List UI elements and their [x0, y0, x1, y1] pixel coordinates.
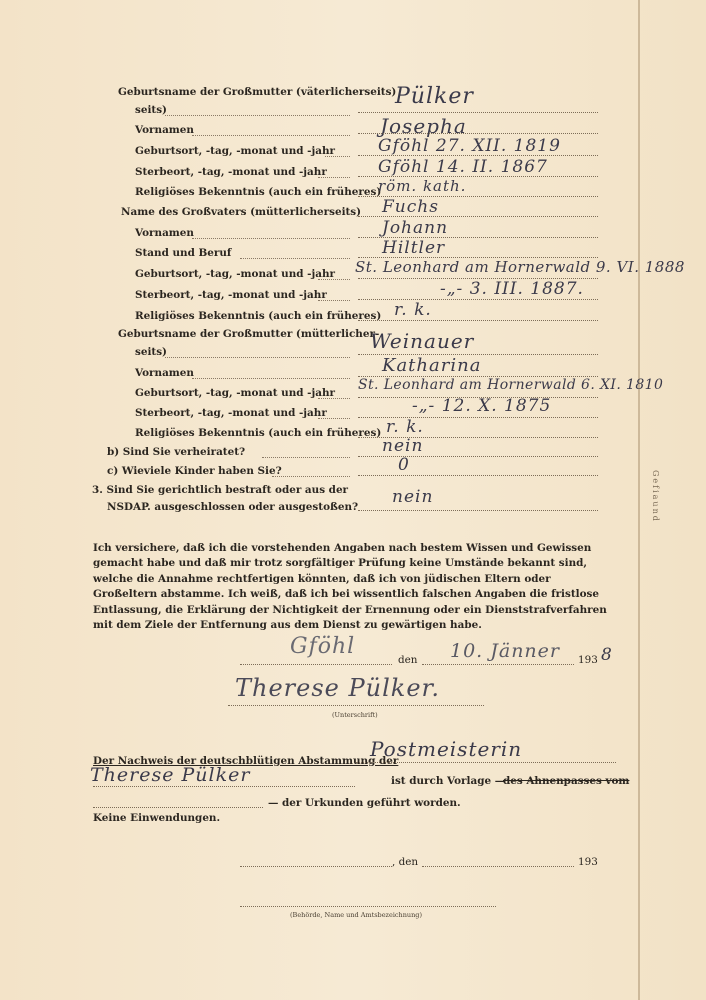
row-label: Religiöses Bekenntnis (auch ein früheres)	[135, 310, 382, 322]
dotted-leader	[318, 177, 350, 178]
handwritten-year-digit: 8	[601, 645, 613, 665]
handwritten-value: Hiltler	[382, 238, 446, 258]
dotted-leader	[318, 279, 350, 280]
dotted-leader	[272, 476, 350, 477]
dotted-leader	[262, 457, 350, 458]
row-label: Geburtsort, -tag, -monat und -jahr	[135, 145, 335, 157]
signature-caption: (Unterschrift)	[332, 711, 378, 719]
authority-line	[240, 906, 496, 907]
handwritten-value: Fuchs	[382, 197, 439, 217]
dotted-leader	[192, 238, 350, 239]
handwritten-value: nein	[382, 436, 424, 456]
handwritten-value: 0	[398, 455, 410, 475]
date-line	[422, 664, 574, 665]
fold-line	[638, 0, 640, 1000]
signature: Therese Pülker.	[235, 674, 440, 702]
handwritten-value: nein	[392, 487, 434, 507]
place-line	[240, 664, 392, 665]
authority-caption: (Behörde, Name und Amtsbezeichnung)	[290, 911, 422, 919]
handwritten-value: Katharina	[382, 355, 482, 376]
row-label: Name des Großvaters (mütterlicherseits)	[121, 206, 362, 218]
den-label: den	[398, 654, 418, 666]
dotted-leader	[325, 156, 350, 157]
row-label: Sterbeort, -tag, -monat und -jahr	[135, 289, 327, 301]
handwritten-name: Therese Pülker	[90, 764, 251, 786]
proof-text-b: ist durch Vorlage —	[391, 775, 506, 787]
footer-year: 193	[578, 856, 598, 868]
value-line	[358, 320, 598, 321]
handwritten-value: Gföhl 14. II. 1867	[378, 157, 548, 177]
row-label: Geburtsname der Großmutter (väterlicherseits)	[118, 86, 397, 98]
handwritten-value: Weinauer	[370, 329, 475, 353]
footer-date-line	[422, 866, 574, 867]
dotted-leader	[165, 357, 350, 358]
handwritten-value: St. Leonhard am Hornerwald 9. VI. 1888	[355, 258, 685, 276]
proof-text-c: — der Urkunden geführt worden.	[268, 797, 461, 809]
row-label: Geburtsort, -tag, -monat und -jahr	[135, 268, 335, 280]
value-line	[358, 456, 598, 457]
value-line	[358, 112, 598, 113]
row-label-cont: seits)	[135, 346, 167, 358]
row-label: Sterbeort, -tag, -monat und -jahr	[135, 407, 327, 419]
dotted-leader	[240, 258, 350, 259]
dotted-leader	[165, 115, 350, 116]
proof-text: Der Nachweis der deutschblütigen Abstammung der	[93, 755, 399, 767]
row-label: Sterbeort, -tag, -monat und -jahr	[135, 166, 327, 178]
dotted-leader	[192, 378, 350, 379]
value-line	[358, 510, 598, 511]
struck-text: des Ahnenpasses vom	[503, 775, 630, 787]
value-line	[358, 155, 598, 156]
dotted-leader	[318, 418, 350, 419]
question-criminal: 3. Sind Sie gerichtlich bestraft oder aus der	[92, 484, 349, 496]
declaration-paragraph: Ich versichere, daß ich die vorstehenden Angaben nach bestem Wissen und Gewissen gemacht habe und daß mir trotz sorgfältiger Prüfung keine Umstände bekannt sind, welche die Annahme rechtfertigen könnten, daß ich von jüdischen Eltern oder Großeltern abstamme. Ich weiß, daß ich bei wissentlich falschen Angaben die fristlose Entlassung, die Erklärung der Nichtigkeit der Ernennung oder ein Dienststrafverfahren mit dem Ziele der Entfernung aus dem Dienst zu gewärtigen habe.	[93, 542, 607, 632]
question-criminal-cont: NSDAP. ausgeschlossen oder ausgestoßen?	[107, 501, 359, 513]
name-line	[93, 786, 355, 787]
row-label: Stand und Beruf	[135, 247, 232, 259]
year-prefix: 193	[578, 654, 598, 666]
handwritten-date: 10. Jänner	[450, 640, 561, 662]
dotted-leader	[318, 398, 350, 399]
row-label: Religiöses Bekenntnis (auch ein früheres)	[135, 186, 382, 198]
question-children: c) Wieviele Kinder haben Sie?	[107, 465, 282, 477]
row-label: Vornamen	[135, 124, 194, 136]
handwritten-value: r. k.	[386, 417, 424, 437]
handwritten-value: Pülker	[395, 84, 474, 109]
footer-place-line	[240, 866, 392, 867]
handwritten-value: -„- 3. III. 1887.	[440, 279, 584, 299]
question-married: b) Sind Sie verheiratet?	[107, 446, 246, 458]
row-label: Vornamen	[135, 367, 194, 379]
documents-line	[93, 807, 263, 808]
handwritten-value: r. k.	[394, 300, 432, 320]
dotted-leader	[192, 135, 350, 136]
handwritten-value: Josepha	[380, 114, 467, 138]
row-label-cont: seits)	[135, 104, 167, 116]
row-label: Geburtsort, -tag, -monat und -jahr	[135, 387, 335, 399]
handwritten-value: -„- 12. X. 1875	[412, 396, 552, 416]
footer-den: , den	[392, 856, 419, 868]
signature-line	[228, 705, 484, 706]
title-line	[356, 762, 616, 763]
handwritten-value: Gföhl 27. XII. 1819	[378, 136, 561, 156]
side-margin-text: Gefiaund	[651, 470, 660, 523]
row-label: Geburtsname der Großmutter (mütterlicher-	[118, 328, 380, 340]
handwritten-value: Johann	[382, 218, 449, 238]
handwritten-title: Postmeisterin	[370, 737, 523, 761]
value-line	[358, 133, 598, 134]
row-label: Vornamen	[135, 227, 194, 239]
handwritten-place: Gföhl	[290, 634, 356, 659]
handwritten-value: röm. kath.	[378, 177, 467, 195]
dotted-leader	[318, 300, 350, 301]
row-label: Religiöses Bekenntnis (auch ein früheres)	[135, 427, 382, 439]
value-line	[358, 216, 598, 217]
value-line	[358, 475, 598, 476]
no-objections: Keine Einwendungen.	[93, 812, 221, 824]
handwritten-value: St. Leonhard am Hornerwald 6. XI. 1810	[358, 377, 664, 393]
